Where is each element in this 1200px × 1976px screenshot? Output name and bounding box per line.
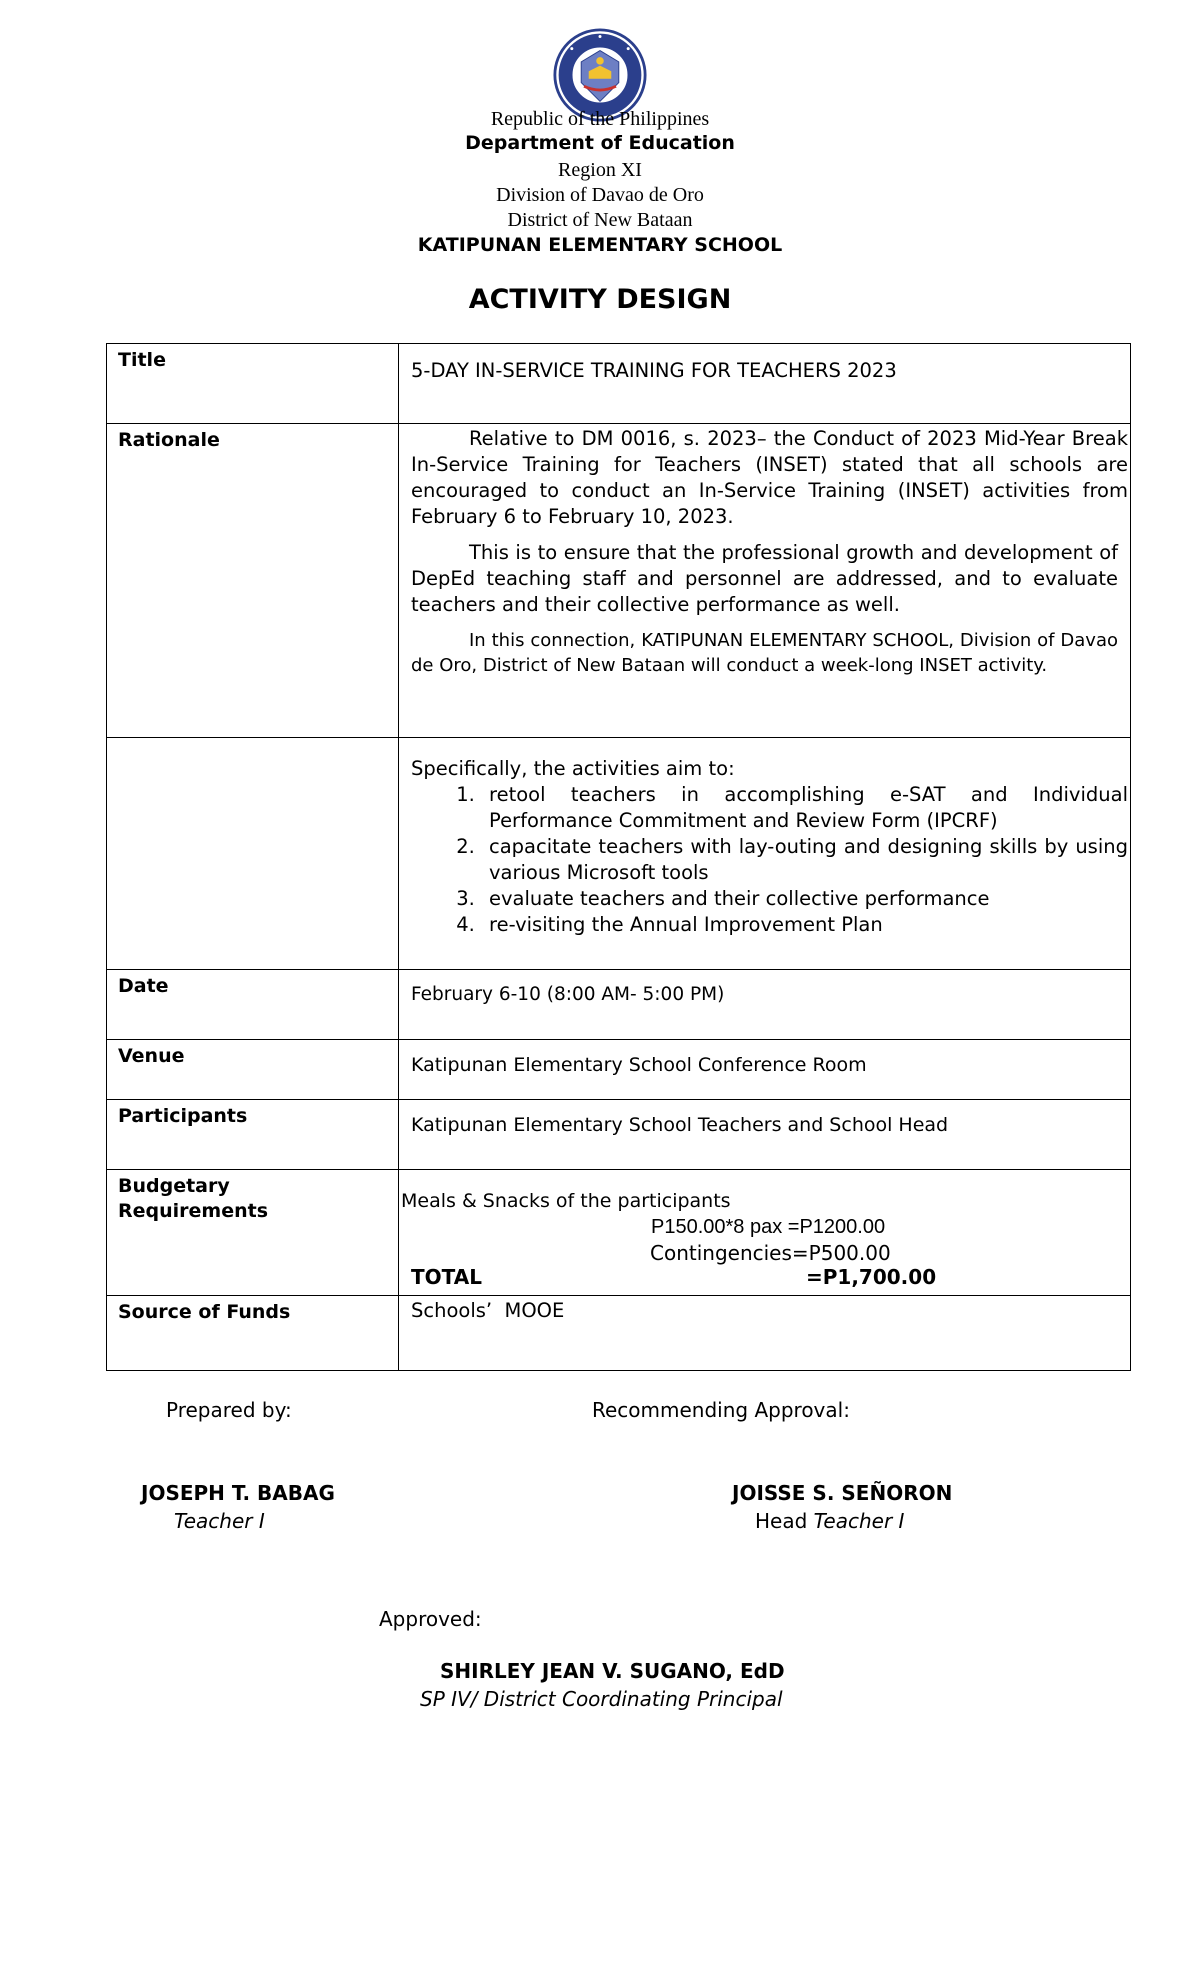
rationale-label: Rationale: [107, 424, 399, 738]
total-label: TOTAL: [411, 1265, 482, 1289]
row-funds: [107, 1296, 1131, 1371]
approved-title: SP IV/ District Coordinating Principal: [420, 1687, 783, 1711]
header-republic: Republic of the Philippines: [490, 108, 710, 130]
budget-label-line: Requirements: [118, 1200, 269, 1222]
prepared-by-name: JOSEPH T. BABAG: [141, 1481, 335, 1505]
venue-label: Venue: [107, 1040, 399, 1100]
budget-item: Meals & Snacks of the participants: [401, 1190, 731, 1212]
participants-label: Participants: [107, 1100, 399, 1170]
approved-name: SHIRLEY JEAN V. SUGANO, EdD: [440, 1659, 785, 1683]
objective-item: 4. re-visiting the Annual Improvement Plan: [481, 912, 1128, 938]
participants-value: Katipunan Elementary School Teachers and School Head: [399, 1100, 1131, 1170]
title-value: 5-DAY IN-SERVICE TRAINING FOR TEACHERS 2023: [399, 344, 1131, 424]
budget-meals: P150.00*8 pax =P1200.00: [651, 1216, 886, 1238]
budget-total-row: [401, 1266, 1130, 1290]
prepared-by-label: Prepared by:: [166, 1398, 292, 1422]
recommending-title: [755, 1509, 904, 1533]
objective-item: 3. evaluate teachers and their collective performance: [481, 886, 1128, 912]
objective-item: 2. capacitate teachers with lay-outing and designing skills by using various Microsoft tools: [481, 834, 1128, 886]
objectives-label: [107, 738, 399, 970]
total-value: =P1,700.00: [806, 1265, 937, 1289]
row-participants: [107, 1100, 1131, 1170]
document-title: ACTIVITY DESIGN: [468, 284, 732, 315]
row-venue: [107, 1040, 1131, 1100]
funds-label: Source of Funds: [107, 1296, 399, 1371]
header-division: Division of Davao de Oro: [496, 184, 704, 206]
recommending-approval-label: Recommending Approval:: [592, 1398, 850, 1422]
budget-label-line: Budgetary: [118, 1175, 230, 1197]
objectives-intro: Specifically, the activities aim to:: [411, 757, 735, 780]
row-rationale: [107, 424, 1131, 738]
title-label: Title: [107, 344, 399, 424]
rationale-paragraph: In this connection, KATIPUNAN ELEMENTARY SCHOOL, Division of Davao de Oro, District of New Bataan will conduct a week-long INSET activity.: [411, 630, 1118, 676]
header-district: District of New Bataan: [507, 209, 693, 231]
header-region: Region XI: [558, 159, 642, 181]
row-date: [107, 970, 1131, 1040]
prepared-by-title: Teacher I: [174, 1509, 265, 1533]
rationale-paragraph: This is to ensure that the professional growth and development of DepEd teaching staff and personnel are addressed, and to evaluate teachers and their collective performance as well.: [411, 541, 1118, 616]
objectives-value: [399, 738, 1131, 970]
recommending-name: JOISSE S. SEÑORON: [732, 1481, 953, 1505]
budget-value: [399, 1170, 1131, 1296]
approved-label: Approved:: [379, 1607, 482, 1631]
budget-contingencies: Contingencies=P500.00: [650, 1241, 891, 1265]
date-value: February 6-10 (8:00 AM- 5:00 PM): [399, 970, 1131, 1040]
rationale-value: [399, 424, 1131, 738]
budget-label: [107, 1170, 399, 1296]
header-school: KATIPUNAN ELEMENTARY SCHOOL: [417, 234, 783, 256]
row-title: [107, 344, 1131, 424]
objective-item: 1. retool teachers in accomplishing e-SAT and Individual Performance Commitment and Review Form (IPCRF): [481, 782, 1128, 834]
objectives-list: [411, 782, 1128, 938]
recommending-title-prefix: Head: [755, 1509, 808, 1533]
row-budget: [107, 1170, 1131, 1296]
date-label: Date: [107, 970, 399, 1040]
recommending-title-role: Teacher I: [813, 1509, 905, 1533]
row-objectives: [107, 738, 1131, 970]
funds-value: Schools’ MOOE: [399, 1296, 1131, 1371]
activity-design-table: [106, 343, 1131, 1371]
header-department: Department of Education: [465, 132, 735, 154]
venue-value: Katipunan Elementary School Conference Room: [399, 1040, 1131, 1100]
rationale-paragraph: Relative to DM 0016, s. 2023– the Conduct of 2023 Mid-Year Break In-Service Training for Teachers (INSET) stated that all schools are encouraged to conduct an In-Service Training (INSET) activities from February 6 to February 10, 2023.: [411, 427, 1128, 528]
